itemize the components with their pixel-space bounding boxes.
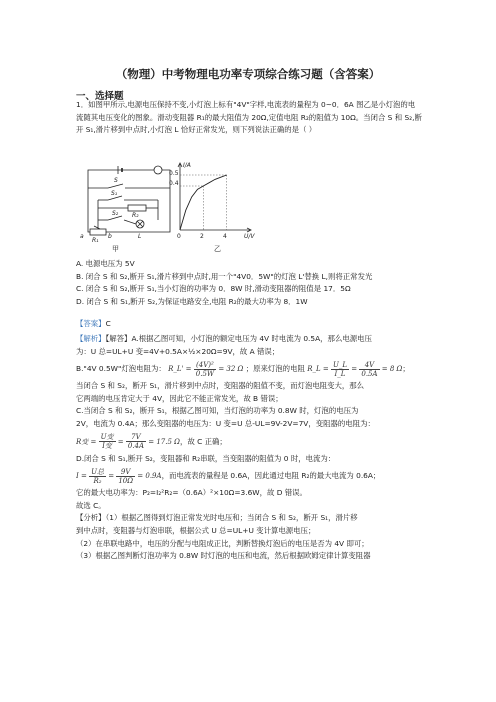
formula-lamp-resistance-old: R_L = $\frac{U\_L}{I\_L}$ = $\frac{4V}{0.5A}$ = 8 Ω: [307, 360, 403, 378]
formula-rheostat-resistance: R变 = $\frac{\text{U变}}{\text{I变}}$ = $\frac{7V}{0.4A}$ = 17.5 Ω: [76, 433, 180, 451]
solution-line: 当闭合 S 和 S₂，断开 S₁，滑片移到中点时，变阻器的阻值不变，而灯泡电阻变大，那么: [76, 381, 365, 391]
origin-label: 0: [177, 233, 181, 240]
formula-current: I = $\frac{\text{U总}}{\text{R₂}}$ = $\frac{9V}{10\Omega}$ = 0.9A: [76, 467, 162, 485]
answer-tag: 【答案】: [76, 319, 106, 328]
switch-s2-label: S₂: [112, 210, 119, 217]
analysis-line: 到中点时，变阻器与灯泡串联，根据公式 U 总=UL+U 变计算电源电压；: [76, 525, 316, 535]
point-b-label: b: [108, 233, 112, 240]
solution-line: 它两端的电压肯定大于 4V，因此它不能正常发光，故 B 错误；: [76, 393, 283, 403]
option-d: D. 闭合 S 和 S₁,断开 S₂,为保证电路安全,电阻 R₂的最大功率为 8．1W: [76, 296, 308, 306]
solution-line: 故选 C。: [76, 500, 106, 510]
x-axis-label: U/V: [244, 233, 255, 240]
answer-line: [76, 318, 422, 331]
y-axis-label: I/A: [183, 162, 191, 169]
analysis-line: 【分析】（1）根据乙图得到灯泡正常发光时电压和；当闭合 S 和 S₂，断开 S₁，滑片移: [76, 513, 358, 523]
x-tick-label: 2: [200, 233, 204, 240]
solution-line: B."4V 0.5W"灯泡电阻为：: [76, 364, 166, 374]
analysis-line: （3）根据乙图判断灯泡功率为 0.8W 时灯泡的电压和电流，然后根据欧姆定律计算变阻器: [76, 551, 371, 561]
solution-line: ；原来灯泡的电阻: [245, 364, 305, 374]
option-b: B. 闭合 S 和 S₂,断开 S₁,滑片移到中点时,用一个"4V0．5W"的灯泡 L'替换 L,则将正常发光: [76, 271, 373, 281]
graph-caption: 乙: [214, 245, 221, 253]
page-title: （物理）中考物理电功率专项综合练习题（含答案）: [115, 67, 381, 81]
analysis-line: （2）在串联电路中，电压的分配与电阻成正比，判断替换灯泡后的电压是否为 4V 即可；: [76, 538, 369, 548]
solution-line: 为：U 总=UL+U 变=4V+0.5A×½×20Ω=9V，故 A 错误；: [76, 346, 280, 356]
x-tick-label: 4: [223, 233, 227, 240]
y-tick-label: 0.5: [169, 170, 179, 177]
resistor-r1-label: R₁: [92, 237, 99, 244]
solution-line: 2V，电流为 0.4A；那么变阻器的电压为：U 变=U 总-UL=9V-2V=7V，变阻器的电阻为：: [76, 418, 375, 428]
section-heading: 一、选择题: [76, 91, 124, 102]
lamp-l-label: L: [138, 233, 142, 240]
y-tick-label: 0.4: [169, 180, 179, 187]
options-list: [76, 258, 422, 308]
formula-lamp-resistance-new: R_L' = $\frac{\text{(4V)²}}{0.5W}$ = 32 Ω: [168, 360, 244, 378]
solution-tag: 【解答】: [105, 334, 132, 343]
question-text: 1．如图甲所示,电源电压保持不变,小灯泡上标有"4V"字样,电流表的量程为 0~0．6A 图乙是小灯泡的电流随其电压变化的图象。滑动变阻器 R₁的最大阻值为 20Ω,定值电阻 R₂的阻值为 10Ω。当闭合 S 和 S₂,断开 S₁,滑片移到中点时,小灯泡 L 恰好正常发光，则下列说法正确的是（ ）: [76, 100, 422, 135]
answer-value: C: [105, 319, 111, 328]
iv-graph: [168, 158, 268, 254]
switch-s-label: S: [114, 177, 118, 184]
analysis-tag: 【解析】: [76, 334, 106, 343]
option-c: C. 闭合 S 和 S₂,断开 S₁,当小灯泡的功率为 0．8W 时,滑动变阻器的阻值是 17．5Ω: [76, 284, 351, 294]
solution-line: ，故 C 正确；: [179, 436, 227, 446]
solution-line: ，而电流表的量程是 0.6A，因此通过电阻 R₂的最大电流为 0.6A；: [161, 471, 381, 481]
switch-s1-label: S₁: [111, 190, 118, 197]
resistor-r2-label: R₂: [132, 212, 139, 219]
option-a: A. 电源电压为 5V: [76, 259, 135, 268]
point-a-label: a: [80, 233, 84, 240]
circuit-caption: 甲: [112, 245, 119, 253]
solution-line: C.当闭合 S 和 S₂，断开 S₁，根据乙图可知，当灯泡的功率为 0.8W 时，灯泡的电压为: [76, 406, 359, 416]
solution-line: 它的最大电功率为：P₂=I₂²R₂=（0.6A）²×10Ω=3.6W，故 D 错误。: [76, 488, 307, 498]
solution-block: 【解析】【解答】A.根据乙图可知，小灯泡的额定电压为 4V 时电流为 0.5A，那么电源电压 为：U 总=UL+U 变=4V+0.5A×½×20Ω=9V，故 A 错误； B."4V 0.5W"灯泡电阻为： R_L' = $\frac{\text{(4V)²}}{0.5W}$ = 32 Ω ；原来灯泡的电阻 R_L = $\frac{U\_L}{I\_L}$ = $\frac{4V}{0.5A}$ = 8 Ω； 当闭合 S 和 S₂，断开 S₁，滑片移到中点时，变阻器的阻值不变，而灯泡电阻变大，那么 它两端的电压肯定大于 4V，因此它不能正常发光，故 B 错误； C.当闭合 S 和 S₂，断开 S₁，根据乙图可知，当灯泡的功率为 0.8W 时，灯泡的电压为 2V，电流为 0.4A；那么变阻器的电压为：U 变=U 总-UL=9V-2V=7V，变阻器的电阻为： R变 = $\frac{\text{U变}}{\text{I变}}$ = $\frac{7V}{0.4A}$ = 17.5 Ω，故 C 正确； D.闭合 S 和 S₁,断开 S₂，变阻器和 R₂串联，当变阻器的阻值为 0 时，电流为： I = $\frac{\text{U总}}{\text{R₂}}$ = $\frac{9V}{10\Omega}$ = 0.9A，而电流表的量程是 0.6A，因此通过电阻 R₂的最大电流为 0.6A； 它的最大电功率为：P₂=I₂²R₂=（0.6A）²×10Ω=3.6W，故 D 错误。 故选 C。 【分析】（1）根据乙图得到灯泡正常发光时电压和；当闭合 S 和 S₂，断开 S₁，滑片移 到中点时，变阻器与灯泡串联，根据公式 U 总=UL+U 变计算电源电压； （2）在串联电路中，电压的分配与电阻成正比，判断替换灯泡后的电压是否为 4V 即可； （3）根据乙图判断灯泡功率为 0.8W 时灯泡的电压和电流，然后根据欧姆定律计算变阻器: [76, 333, 422, 563]
solution-line: A.根据乙图可知，小灯泡的额定电压为 4V 时电流为 0.5A，那么电源电压: [131, 334, 372, 343]
solution-line: D.闭合 S 和 S₁,断开 S₂，变阻器和 R₂串联，当变阻器的阻值为 0 时，电流为：: [76, 453, 336, 463]
